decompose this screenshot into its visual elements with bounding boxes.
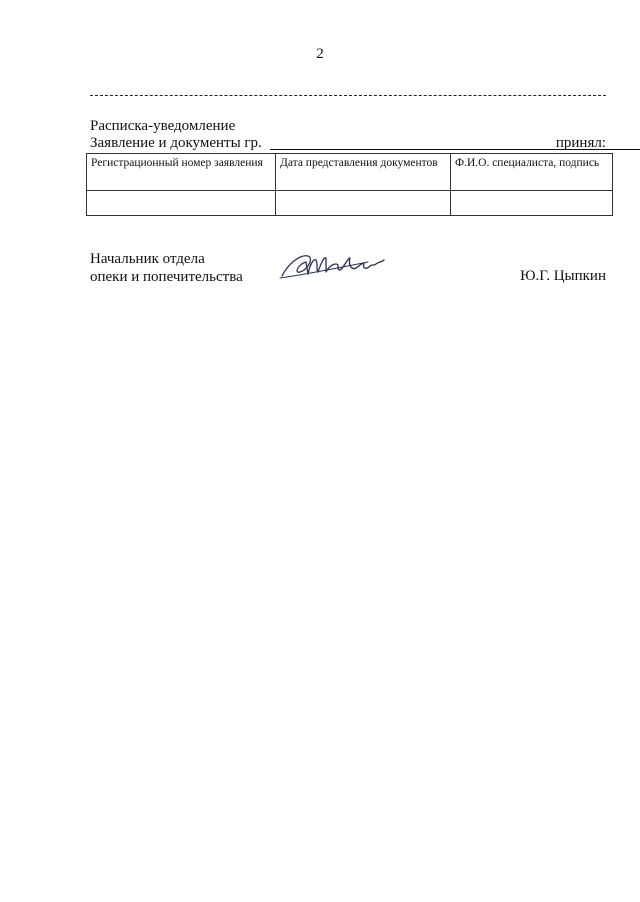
cell-submission-date	[276, 191, 451, 216]
signer-position	[90, 250, 243, 286]
header-registration-number: Регистрационный номер заявления	[87, 154, 276, 191]
cell-specialist-signature	[451, 191, 613, 216]
header-submission-date: Дата представления документов	[276, 154, 451, 191]
page-number: 2	[316, 46, 324, 62]
statement-line	[90, 135, 606, 155]
table-header-row	[87, 154, 613, 191]
statement-prefix: Заявление и документы гр.	[90, 135, 262, 151]
signer-position-line1: Начальник отдела	[90, 251, 205, 267]
header-specialist-signature: Ф.И.О. специалиста, подпись	[451, 154, 613, 191]
registration-table	[86, 153, 613, 216]
handwritten-signature	[278, 246, 396, 282]
statement-suffix: принял:	[555, 135, 606, 151]
cut-line-divider	[90, 95, 606, 96]
cell-registration-number	[87, 191, 276, 216]
signer-position-line2: опеки и попечительства	[90, 269, 243, 285]
receipt-title: Расписка-уведомление	[90, 118, 236, 134]
table-row	[87, 191, 613, 216]
signer-name: Ю.Г. Цыпкин	[520, 268, 606, 284]
